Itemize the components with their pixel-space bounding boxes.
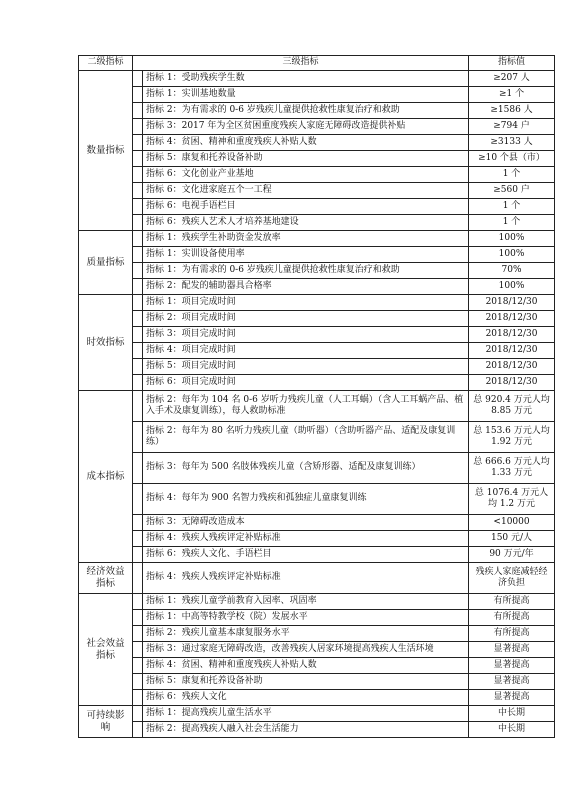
value-cell: 100% bbox=[469, 247, 555, 263]
table-row bbox=[79, 658, 555, 674]
table-row bbox=[79, 135, 555, 151]
header-row bbox=[79, 56, 555, 71]
value-cell: 显著提高 bbox=[469, 658, 555, 674]
value-cell: 总 1076.4 万元人均 1.2 万元 bbox=[469, 484, 555, 515]
table-row bbox=[79, 151, 555, 167]
table-row bbox=[79, 484, 555, 515]
value-cell: ≥1 个 bbox=[469, 87, 555, 103]
table-body bbox=[79, 71, 555, 738]
spacer-cell bbox=[133, 547, 143, 563]
spacer-cell bbox=[133, 279, 143, 295]
indicator-cell: 指标 1：受助残疾学生数 bbox=[143, 71, 469, 87]
spacer-cell bbox=[133, 215, 143, 231]
indicator-cell: 指标 1：提高残疾儿童生活水平 bbox=[143, 706, 469, 722]
spacer-cell bbox=[133, 71, 143, 87]
value-cell: ≥207 人 bbox=[469, 71, 555, 87]
value-cell: 1 个 bbox=[469, 167, 555, 183]
indicator-cell: 指标 3：项目完成时间 bbox=[143, 327, 469, 343]
table-row bbox=[79, 311, 555, 327]
spacer-cell bbox=[133, 119, 143, 135]
table-row bbox=[79, 422, 555, 453]
table-row bbox=[79, 359, 555, 375]
spacer-cell bbox=[133, 327, 143, 343]
indicator-cell: 指标 6：项目完成时间 bbox=[143, 375, 469, 391]
value-cell: 残疾人家庭减轻经济负担 bbox=[469, 563, 555, 594]
spacer-cell bbox=[133, 263, 143, 279]
value-cell: 2018/12/30 bbox=[469, 343, 555, 359]
category-cell: 时效指标 bbox=[79, 295, 133, 391]
indicator-cell: 指标 4：项目完成时间 bbox=[143, 343, 469, 359]
spacer-cell bbox=[133, 199, 143, 215]
table-row bbox=[79, 87, 555, 103]
table-row bbox=[79, 119, 555, 135]
spacer-cell bbox=[133, 453, 143, 484]
indicator-cell: 指标 2：配发的辅助器具合格率 bbox=[143, 279, 469, 295]
table-row bbox=[79, 547, 555, 563]
spacer-cell bbox=[133, 626, 143, 642]
value-cell: ≥3133 人 bbox=[469, 135, 555, 151]
value-cell: ≥10 个县（市） bbox=[469, 151, 555, 167]
spacer-cell bbox=[133, 359, 143, 375]
spacer-cell bbox=[133, 422, 143, 453]
table-row bbox=[79, 594, 555, 610]
value-cell: 中长期 bbox=[469, 722, 555, 738]
spacer-cell bbox=[133, 231, 143, 247]
category-cell: 质量指标 bbox=[79, 231, 133, 295]
value-cell: ≥1586 人 bbox=[469, 103, 555, 119]
spacer-cell bbox=[133, 484, 143, 515]
spacer-cell bbox=[133, 247, 143, 263]
value-cell: 2018/12/30 bbox=[469, 359, 555, 375]
value-cell: ≥794 户 bbox=[469, 119, 555, 135]
indicator-cell: 指标 1：残疾儿童学前教育入园率、巩固率 bbox=[143, 594, 469, 610]
spacer-cell bbox=[133, 295, 143, 311]
table-row bbox=[79, 103, 555, 119]
value-cell: 1 个 bbox=[469, 215, 555, 231]
indicator-cell: 指标 6：残疾人文化 bbox=[143, 690, 469, 706]
indicator-cell: 指标 4：残疾人残疾评定补贴标准 bbox=[143, 563, 469, 594]
indicator-cell: 指标 1：实训设备使用率 bbox=[143, 247, 469, 263]
spacer-cell bbox=[133, 375, 143, 391]
table-row bbox=[79, 199, 555, 215]
value-cell: 总 666.6 万元人均 1.33 万元 bbox=[469, 453, 555, 484]
category-cell: 成本指标 bbox=[79, 391, 133, 563]
table-row bbox=[79, 215, 555, 231]
value-cell: 有所提高 bbox=[469, 626, 555, 642]
value-cell: 1 个 bbox=[469, 199, 555, 215]
table-row bbox=[79, 531, 555, 547]
spacer-cell bbox=[133, 515, 143, 531]
spacer-cell bbox=[133, 87, 143, 103]
indicator-cell: 指标 3：通过家庭无障碍改造，改善残疾人居家环境提高残疾人生活环境 bbox=[143, 642, 469, 658]
indicator-cell: 指标 4：每年为 900 名智力残疾和孤独症儿童康复训练 bbox=[143, 484, 469, 515]
indicator-cell: 指标 2：残疾儿童基本康复服务水平 bbox=[143, 626, 469, 642]
table-row bbox=[79, 610, 555, 626]
table-row bbox=[79, 247, 555, 263]
indicator-cell: 指标 1：实训基地数量 bbox=[143, 87, 469, 103]
value-cell: <10000 bbox=[469, 515, 555, 531]
indicator-cell: 指标 5：康复和托养设备补助 bbox=[143, 151, 469, 167]
indicator-cell: 指标 3：每年为 500 名肢体残疾儿童（含矫形器、适配及康复训练） bbox=[143, 453, 469, 484]
indicator-cell: 指标 1：为有需求的 0-6 岁残疾儿童提供抢救性康复治疗和救助 bbox=[143, 263, 469, 279]
spacer-cell bbox=[133, 722, 143, 738]
value-cell: 150 元/人 bbox=[469, 531, 555, 547]
spacer-cell bbox=[133, 690, 143, 706]
indicator-cell: 指标 5：康复和托养设备补助 bbox=[143, 674, 469, 690]
spacer-cell bbox=[133, 531, 143, 547]
table-row bbox=[79, 343, 555, 359]
header-value: 指标值 bbox=[469, 56, 555, 71]
category-cell: 经济效益指标 bbox=[79, 563, 133, 594]
indicator-table bbox=[78, 55, 555, 738]
value-cell: 100% bbox=[469, 279, 555, 295]
spacer-cell bbox=[133, 563, 143, 594]
indicator-cell: 指标 6：文化进家庭五个一工程 bbox=[143, 183, 469, 199]
value-cell: ≥560 户 bbox=[469, 183, 555, 199]
value-cell: 显著提高 bbox=[469, 690, 555, 706]
table-row bbox=[79, 231, 555, 247]
indicator-cell: 指标 4：贫困、精神和重度残疾人补贴人数 bbox=[143, 135, 469, 151]
indicator-cell: 指标 6：文化创业产业基地 bbox=[143, 167, 469, 183]
value-cell: 90 万元/年 bbox=[469, 547, 555, 563]
spacer-cell bbox=[133, 658, 143, 674]
spacer-cell bbox=[133, 311, 143, 327]
indicator-cell: 指标 6：电视手语栏目 bbox=[143, 199, 469, 215]
indicator-cell: 指标 2：每年为 80 名听力残疾儿童（助听器）（含助听器产品、适配及康复训练） bbox=[143, 422, 469, 453]
indicator-cell: 指标 2：为有需求的 0-6 岁残疾儿童提供抢救性康复治疗和救助 bbox=[143, 103, 469, 119]
table-row bbox=[79, 690, 555, 706]
indicator-cell: 指标 4：残疾人残疾评定补贴标准 bbox=[143, 531, 469, 547]
indicator-cell: 指标 2：项目完成时间 bbox=[143, 311, 469, 327]
spacer-cell bbox=[133, 135, 143, 151]
value-cell: 中长期 bbox=[469, 706, 555, 722]
value-cell: 2018/12/30 bbox=[469, 295, 555, 311]
indicator-cell: 指标 3：2017 年为全区贫困重度残疾人家庭无障碍改造提供补贴 bbox=[143, 119, 469, 135]
indicator-cell: 指标 2：每年为 104 名 0-6 岁听力残疾儿童（人工耳蜗）（含人工耳蜗产品、植入手术及康复训练），每人救助标准 bbox=[143, 391, 469, 422]
table-row bbox=[79, 327, 555, 343]
value-cell: 100% bbox=[469, 231, 555, 247]
value-cell: 70% bbox=[469, 263, 555, 279]
indicator-cell: 指标 3：无障碍改造成本 bbox=[143, 515, 469, 531]
table-row bbox=[79, 183, 555, 199]
table-row bbox=[79, 391, 555, 422]
table-row bbox=[79, 295, 555, 311]
table-row bbox=[79, 167, 555, 183]
spacer-cell bbox=[133, 706, 143, 722]
table-row bbox=[79, 706, 555, 722]
table-row bbox=[79, 626, 555, 642]
spacer-cell bbox=[133, 610, 143, 626]
table-row bbox=[79, 453, 555, 484]
table-row bbox=[79, 515, 555, 531]
indicator-cell: 指标 6：残疾人艺术人才培养基地建设 bbox=[143, 215, 469, 231]
spacer-cell bbox=[133, 594, 143, 610]
value-cell: 2018/12/30 bbox=[469, 311, 555, 327]
table-row bbox=[79, 375, 555, 391]
table-row bbox=[79, 563, 555, 594]
spacer-cell bbox=[133, 343, 143, 359]
table-row bbox=[79, 642, 555, 658]
header-level3: 三级指标 bbox=[133, 56, 469, 71]
indicator-cell: 指标 5：项目完成时间 bbox=[143, 359, 469, 375]
value-cell: 显著提高 bbox=[469, 642, 555, 658]
indicator-cell: 指标 6：残疾人文化、手语栏目 bbox=[143, 547, 469, 563]
table-row bbox=[79, 71, 555, 87]
indicator-cell: 指标 2：提高残疾人融入社会生活能力 bbox=[143, 722, 469, 738]
value-cell: 2018/12/30 bbox=[469, 375, 555, 391]
header-level2: 二级指标 bbox=[79, 56, 133, 71]
indicator-cell: 指标 1：中高等特教学校（院）发展水平 bbox=[143, 610, 469, 626]
indicator-cell: 指标 4：贫困、精神和重度残疾人补贴人数 bbox=[143, 658, 469, 674]
indicator-cell: 指标 1：残疾学生补助资金发放率 bbox=[143, 231, 469, 247]
spacer-cell bbox=[133, 151, 143, 167]
value-cell: 总 920.4 万元人均 8.85 万元 bbox=[469, 391, 555, 422]
spacer-cell bbox=[133, 674, 143, 690]
table-row bbox=[79, 263, 555, 279]
category-cell: 可持续影响 bbox=[79, 706, 133, 738]
spacer-cell bbox=[133, 642, 143, 658]
category-cell: 数量指标 bbox=[79, 71, 133, 231]
spacer-cell bbox=[133, 103, 143, 119]
spacer-cell bbox=[133, 183, 143, 199]
table-row bbox=[79, 674, 555, 690]
value-cell: 2018/12/30 bbox=[469, 327, 555, 343]
value-cell: 显著提高 bbox=[469, 674, 555, 690]
category-cell: 社会效益指标 bbox=[79, 594, 133, 706]
spacer-cell bbox=[133, 167, 143, 183]
table-row bbox=[79, 722, 555, 738]
indicator-cell: 指标 1：项目完成时间 bbox=[143, 295, 469, 311]
value-cell: 总 153.6 万元人均 1.92 万元 bbox=[469, 422, 555, 453]
spacer-cell bbox=[133, 391, 143, 422]
table-row bbox=[79, 279, 555, 295]
value-cell: 有所提高 bbox=[469, 594, 555, 610]
value-cell: 有所提高 bbox=[469, 610, 555, 626]
